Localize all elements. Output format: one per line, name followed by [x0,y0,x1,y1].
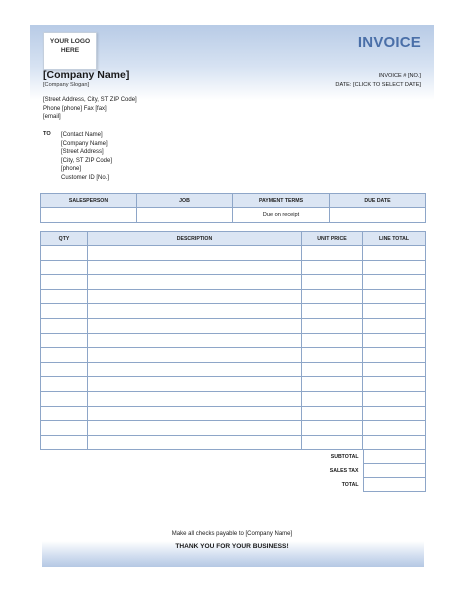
table-row [41,260,426,275]
qty-cell[interactable] [41,362,88,377]
company-name[interactable]: [Company Name] [43,69,130,81]
sender-email[interactable]: [email] [43,114,61,121]
description-cell[interactable] [88,304,302,319]
qty-cell[interactable] [41,421,88,436]
line-total-cell[interactable] [363,348,426,363]
invoice-meta [335,72,421,90]
sales-tax-label: SALES TAX [329,467,359,474]
due-date-cell[interactable] [330,208,426,223]
table-row [41,246,426,261]
description-cell[interactable] [88,348,302,363]
table-row [41,318,426,333]
qty-cell[interactable] [41,333,88,348]
logo-text-line2: HERE [60,46,80,54]
description-cell[interactable] [88,377,302,392]
qty-cell[interactable] [41,275,88,290]
job-cell[interactable] [137,208,233,223]
salesperson-cell[interactable] [41,208,137,223]
qty-cell[interactable] [41,289,88,304]
qty-cell[interactable] [41,304,88,319]
line-total-header: LINE TOTAL [363,232,426,246]
description-cell[interactable] [88,406,302,421]
due-date-header: DUE DATE [330,194,426,208]
table-row [41,377,426,392]
table-row [41,275,426,290]
unit-price-cell[interactable] [302,260,363,275]
to-label: TO [43,131,51,137]
unit-price-cell[interactable] [302,435,363,450]
qty-header: QTY [41,232,88,246]
invoice-title: INVOICE [357,34,421,51]
qty-cell[interactable] [41,348,88,363]
description-cell[interactable] [88,362,302,377]
table-row [41,289,426,304]
description-cell[interactable] [88,246,302,261]
description-cell[interactable] [88,391,302,406]
line-total-cell[interactable] [363,260,426,275]
invoice-date[interactable]: DATE: [CLICK TO SELECT DATE] [335,82,421,88]
qty-cell[interactable] [41,406,88,421]
line-total-cell[interactable] [363,421,426,436]
table-row [41,348,426,363]
line-total-cell[interactable] [363,275,426,290]
line-total-cell[interactable] [363,406,426,421]
total-label: TOTAL [341,481,359,488]
line-total-cell[interactable] [363,333,426,348]
table-row [41,421,426,436]
invoice-number[interactable]: INVOICE # [NO.] [378,73,421,79]
line-total-cell[interactable] [363,435,426,450]
description-cell[interactable] [88,318,302,333]
qty-cell[interactable] [41,318,88,333]
recipient-contact-name[interactable]: [Contact Name] [61,132,103,138]
payable-note[interactable]: Make all checks payable to [Company Name] [171,531,293,537]
qty-cell[interactable] [41,260,88,275]
unit-price-cell[interactable] [302,391,363,406]
recipient-company-name[interactable]: [Company Name] [61,140,108,147]
recipient-street[interactable]: [Street Address] [61,149,104,156]
items-table [40,231,426,450]
line-total-cell[interactable] [363,362,426,377]
description-cell[interactable] [88,435,302,450]
sender-phone-fax[interactable]: Phone [phone] Fax [fax] [43,105,107,112]
unit-price-cell[interactable] [302,377,363,392]
unit-price-header: UNIT PRICE [302,232,363,246]
sender-street[interactable]: [Street Address, City, ST ZIP Code] [43,97,137,103]
line-total-cell[interactable] [363,246,426,261]
payment-terms-header: PAYMENT TERMS [233,194,330,208]
subtotal-value[interactable] [363,450,425,464]
logo-placeholder[interactable] [43,32,97,70]
unit-price-cell[interactable] [302,289,363,304]
description-header: DESCRIPTION [88,232,302,246]
recipient-city[interactable]: [City, ST ZIP Code] [61,157,113,164]
table-row [41,208,426,223]
sales-table [40,193,426,223]
qty-cell[interactable] [41,246,88,261]
salesperson-header: SALESPERSON [41,194,137,208]
line-total-cell[interactable] [363,318,426,333]
line-total-cell[interactable] [363,391,426,406]
thank-you-message: THANK YOU FOR YOUR BUSINESS! [175,543,289,550]
line-total-cell[interactable] [363,289,426,304]
recipient-phone[interactable]: [phone] [61,166,82,173]
table-row [41,391,426,406]
unit-price-cell[interactable] [302,333,363,348]
sender-address [43,96,137,122]
description-cell[interactable] [88,260,302,275]
unit-price-cell[interactable] [302,275,363,290]
unit-price-cell[interactable] [302,421,363,436]
unit-price-cell[interactable] [302,362,363,377]
table-row [41,435,426,450]
logo-text-line1: YOUR LOGO [49,38,91,45]
subtotal-row [325,450,425,464]
job-header: JOB [137,194,233,208]
description-cell[interactable] [88,421,302,436]
total-row [325,478,425,492]
recipient-address [61,131,112,183]
sales-tax-value[interactable] [363,464,425,478]
unit-price-cell[interactable] [302,318,363,333]
sales-tax-row [325,464,425,478]
line-total-cell[interactable] [363,304,426,319]
description-cell[interactable] [88,289,302,304]
unit-price-cell[interactable] [302,304,363,319]
line-total-cell[interactable] [363,377,426,392]
qty-cell[interactable] [41,435,88,450]
qty-cell[interactable] [41,377,88,392]
unit-price-cell[interactable] [302,348,363,363]
payment-terms-cell[interactable]: Due on receipt [233,208,330,223]
qty-cell[interactable] [41,391,88,406]
subtotal-label: SUBTOTAL [330,453,359,460]
recipient-customer-id[interactable]: Customer ID [No.] [61,174,110,181]
table-row [41,406,426,421]
unit-price-cell[interactable] [302,246,363,261]
totals-table [325,449,426,492]
description-cell[interactable] [88,333,302,348]
table-row [41,304,426,319]
table-row [41,333,426,348]
description-cell[interactable] [88,275,302,290]
unit-price-cell[interactable] [302,406,363,421]
total-value[interactable] [363,478,425,492]
table-row [41,362,426,377]
company-slogan[interactable]: [Company Slogan] [43,82,90,88]
